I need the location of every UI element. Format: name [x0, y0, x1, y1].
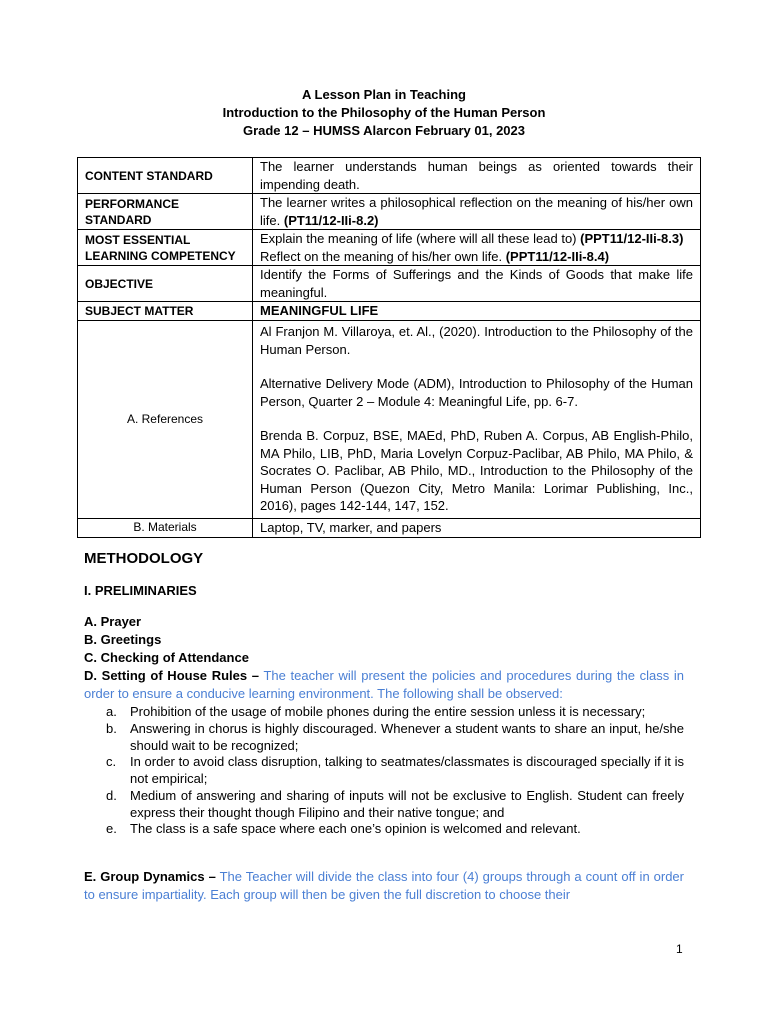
rule-marker: b. [106, 720, 117, 736]
header-line-3: Grade 12 – HUMSS Alarcon February 01, 2023 [242, 123, 526, 138]
item-group-dynamics [84, 868, 684, 904]
materials-label: B. Materials [78, 518, 253, 537]
content-standard-label: CONTENT STANDARD [78, 158, 253, 194]
rule-text: Prohibition of the usage of mobile phones during the entire session unless it is necessary; [130, 704, 646, 719]
rule-text: Medium of answering and sharing of inputs will not be exclusive to English. Student can freely express their thought though Filipino and their native tongue; and [130, 787, 684, 820]
melc-line-2 [260, 248, 693, 266]
preliminaries-list [84, 613, 684, 837]
table-row [78, 194, 701, 230]
item-greetings: B. Greetings [84, 632, 162, 647]
rule-marker: e. [106, 821, 117, 836]
list-item [84, 787, 684, 821]
melc-code-1: (PPT11/12-IIi-8.3) [580, 231, 684, 246]
rule-text: Answering in chorus is highly discouraged. Whenever a student wants to share an input, he/she should wait to be recognized; [130, 720, 684, 753]
table-row [78, 230, 701, 266]
performance-standard-label: PERFORMANCE STANDARD [78, 194, 253, 230]
reference-1: Al Franjon M. Villaroya, et. Al., (2020). Introduction to the Philosophy of the Human Person. [260, 324, 693, 357]
preliminaries-heading: I. PRELIMINARIES [84, 583, 197, 598]
group-dynamics-text: The Teacher will divide the class into four (4) groups through a count off in order to ensure impartiality. Each group will then be given the full discretion to choose their [84, 869, 684, 902]
melc-line-1 [260, 230, 693, 248]
rule-marker: c. [106, 754, 117, 769]
table-row [78, 266, 701, 302]
melc-text-2: Reflect on the meaning of his/her own life. [260, 248, 503, 264]
table-row [78, 518, 701, 537]
house-rules-text: The teacher will present the policies and procedures during the class in order to ensure a conducive learning environment. The following shall be observed: [84, 668, 684, 701]
subject-matter-value: MEANINGFUL LIFE [253, 302, 701, 321]
page-number: 1 [676, 942, 683, 956]
table-row [78, 302, 701, 321]
rule-text: In order to avoid class disruption, talking to seatmates/classmates is discouraged specially if it is not empirical; [130, 754, 684, 786]
lesson-plan-table [77, 157, 701, 538]
table-row [78, 158, 701, 194]
objective-label: OBJECTIVE [78, 266, 253, 302]
references-value [253, 320, 701, 518]
melc-text-1: Explain the meaning of life (where will all these lead to) [260, 231, 577, 246]
melc-label: MOST ESSENTIAL LEARNING COMPETENCY [78, 230, 253, 266]
performance-standard-code: (PT11/12-IIi-8.2) [283, 212, 379, 228]
rule-text: The class is a safe space where each one’s opinion is welcomed and relevant. [130, 821, 581, 836]
references-label [78, 320, 253, 518]
item-prayer: A. Prayer [84, 614, 142, 629]
objective-value: Identify the Forms of Sufferings and the Kinds of Goods that make life meaningful. [253, 266, 701, 302]
performance-standard-value [253, 194, 701, 230]
melc-value [253, 230, 701, 266]
header-line-2: Introduction to the Philosophy of the Human Person [222, 105, 546, 120]
document-header [0, 86, 768, 140]
list-item [84, 720, 684, 754]
references-label-text: A. References [126, 412, 204, 426]
rule-marker: a. [106, 704, 117, 719]
house-rules-list [84, 703, 684, 837]
list-item [84, 703, 684, 720]
item-attendance: C. Checking of Attendance [84, 650, 249, 665]
content-standard-value: The learner understands human beings as oriented towards their impending death. [253, 158, 701, 194]
rule-marker: d. [106, 787, 117, 803]
reference-2: Alternative Delivery Mode (ADM), Introduction to Philosophy of the Human Person, Quarter 2 – Module 4: Meaningful Life, pp. 6-7. [260, 376, 693, 409]
materials-value: Laptop, TV, marker, and papers [253, 518, 701, 537]
list-item [84, 820, 684, 837]
performance-standard-text: The learner writes a philosophical reflection on the meaning of his/her own life. [260, 195, 693, 228]
header-line-1: A Lesson Plan in Teaching [302, 87, 466, 102]
group-dynamics-label: E. Group Dynamics – [84, 869, 216, 884]
subject-matter-label: SUBJECT MATTER [78, 302, 253, 321]
reference-3: Brenda B. Corpuz, BSE, MAEd, PhD, Ruben A. Corpus, AB English-Philo, MA Philo, LIB, PhD, Maria Lovelyn Corpuz-Paclibar, AB Philo, MA Philo, & Socrates O. Paclibar, AB Philo, MD., Introduction to the Philosophy of the Human Person (Quezon City, Metro Manila: Lorimar Publishing, Inc., 2016), pages 142-144, 147, 152. [260, 428, 693, 514]
item-house-rules [84, 667, 684, 703]
table-row [78, 320, 701, 518]
melc-code-2: (PPT11/12-IIi-8.4) [505, 248, 610, 264]
list-item [84, 753, 684, 787]
house-rules-label: D. Setting of House Rules – [84, 668, 259, 683]
methodology-heading: METHODOLOGY [84, 550, 204, 567]
